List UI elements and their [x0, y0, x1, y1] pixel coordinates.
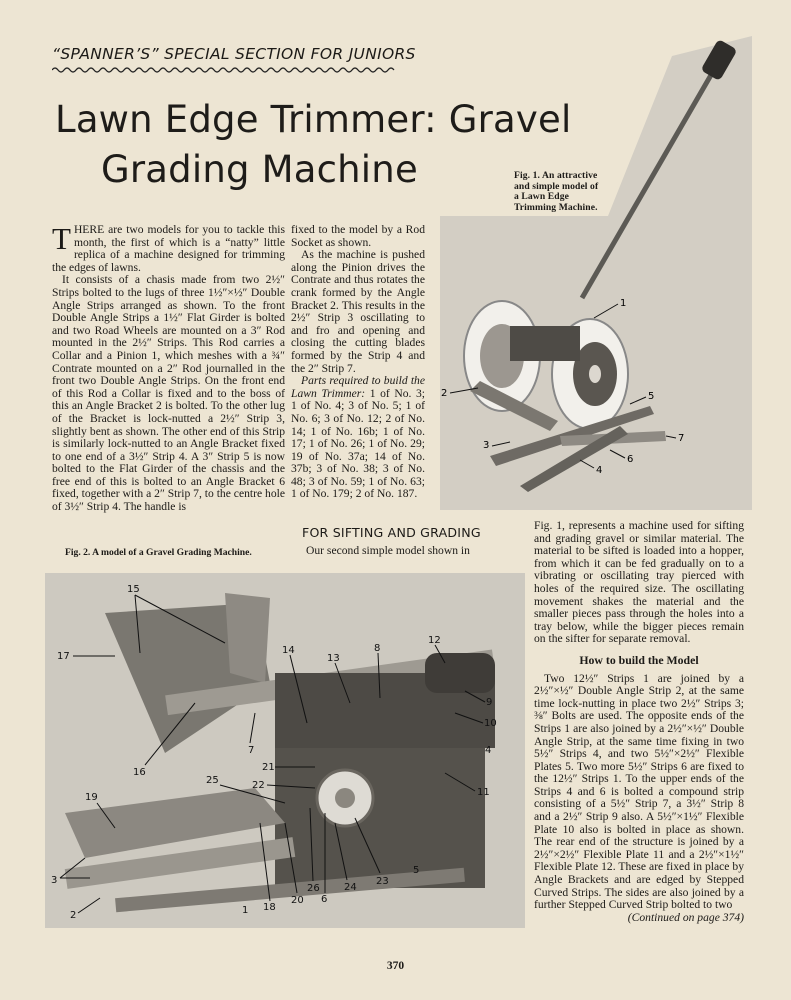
fig2-callout-24: 24: [344, 882, 357, 893]
fig2-callout-2: 2: [70, 910, 77, 921]
parts-list: 1 of No. 3; 1 of No. 4; 3 of No. 5; 1 of No. 6; 3 of No. 12; 2 of No. 14; 1 of No. 16b; 1 of No. 17; 1 of No. 26; 1 of No. 29; 19 of No. 37a; 14 of No. 37b; 3 of No. 38; 3 of No. 48; 3 of No. 59; 1 of No. 63; 1 of No. 179; 2 of No. 187.: [291, 386, 425, 501]
fig1-callout-3: 3: [483, 440, 490, 451]
fig2-callout-4: 4: [485, 745, 492, 756]
fig2-callout-19: 19: [85, 792, 98, 803]
fig1-callout-4: 4: [596, 465, 603, 476]
section-heading-sifting: FOR SIFTING AND GRADING: [302, 525, 481, 540]
fig2-callout-14: 14: [282, 645, 295, 656]
page-number: 370: [386, 960, 405, 972]
fig2-callout-10: 10: [484, 718, 497, 729]
continued-note: (Continued on page 374): [627, 910, 744, 924]
col3-para-1: Fig. 1, represents a machine used for sifting and grading gravel or similar material. The material to be sifted is loaded into a hopper, from which it can be fed gradually on to a vibrating or oscillating tray pierced with holes of the required size. The oscillating movement shakes the material and the smaller pieces pass through the holes into a tray below, while the bigger pieces remain on the sifter for separate removal.: [534, 519, 744, 646]
fig2-callout-15: 15: [127, 584, 140, 595]
fig2-callout-3: 3: [51, 875, 58, 886]
fig2-callout-22: 22: [252, 780, 265, 791]
build-heading: How to build the Model: [579, 652, 699, 667]
fig2-callout-16: 16: [133, 767, 146, 778]
col2-para-2: As the machine is pushed along the Pinion drives the Contrate and thus rotates the crank formed by the Angle Bracket 2. This results in the 2½″ Strip 3 oscillating to and fro and opening and closing the cutting blades formed by the Strip 4 and the 2″ Strip 7.: [291, 248, 425, 375]
column-1: [52, 221, 285, 514]
fig2-callout-17: 17: [57, 651, 70, 662]
fig1-callout-5: 5: [648, 391, 655, 402]
fig2-callout-23: 23: [376, 876, 389, 887]
fig2-callout-6: 6: [321, 894, 328, 905]
fig2-callout-11: 11: [477, 787, 490, 798]
sifting-lead: Our second simple model shown in: [306, 544, 470, 557]
col3-para-2: Two 12½″ Strips 1 are joined by a 2½″×½″ Double Angle Strip 2, at the same time lock-nutting in place two 2½″ Strips 3; ⅜″ Bolts are used. The opposite ends of the Strips 1 are also joined by a 2½″×½″ Double Angle Strip, at the same time fixing in two 5½″ Strips 4, and two 5½″×2½″ Flexible Plates 5. Two more 5½″ Strips 6 are fixed to the 12½″ Strips 1. To the upper ends of the Strips 4 and 6 is bolted a compound strip consisting of a 5½″ Strip 7, a 3½″ Strip 8 and a 2½″ Strip 9 also. A 5½″×1½″ Flexible Plate 10 also is bolted in place as shown. The rear end of the structure is joined by a 2½″×2½″ Flexible Plate 11 and a 2½″×1½″ Flexible Plate 12. These are fixed in place by Angle Brackets and are edged by Stepped Curved Strips. The sides are also joined by a further Stepped Curved Strip bolted to two: [534, 671, 744, 912]
fig2-callout-26: 26: [307, 883, 320, 894]
fig2-callout-13: 13: [327, 653, 340, 664]
fig2-callout-9: 9: [486, 697, 493, 708]
fig1-callout-2: 2: [441, 388, 448, 399]
fig2-caption: Fig. 2. A model of a Gravel Grading Machine.: [65, 547, 252, 558]
section-header: “SPANNER’S” SPECIAL SECTION FOR JUNIORS: [52, 45, 416, 63]
fig2-callout-8: 8: [374, 643, 381, 654]
fig2-callout-25: 25: [206, 775, 219, 786]
fig2-photo: [45, 573, 525, 928]
fig2-callout-18: 18: [263, 902, 276, 913]
column-3: [534, 520, 744, 924]
fig2-callout-12: 12: [428, 635, 441, 646]
fig1-callout-6: 6: [627, 454, 634, 465]
col1-para-2: It consists of a chasis made from two 2½″ Strips bolted to the lugs of three 1½″×½″ Double Angle Strips arranged as shown. To the front Double Angle Strips a 1½″ Flat Girder is bolted and two Road Wheels are mounted on a 3″ Rod mounted in the 2½″ Strips. This Rod carries a Collar and a Pinion 1, which meshes with a ¾″ Contrate mounted on a 2″ Rod journalled in the front two Double Angle Strips. On the front end of this Rod a Collar is fixed and to the boss of this an Angle Bracket 2 is bolted. To the other lug of the Bracket is lock-nutted a 2½″ Strip 3, slightly bent as shown. The other end of this Strip is similarly lock-nutted to an Angle Bracket fixed to one end of a 3½″ Strip 4. A 3″ Strip 5 is now bolted to the Flat Girder of the chassis and the free end of this is bolted to an Angle Bracket 6 fixed, together with a 2″ Strip 7, to the centre hole of 3½″ Strip 4. The handle is: [52, 273, 285, 514]
fig2-callout-5: 5: [413, 865, 420, 876]
column-2: [291, 224, 425, 501]
parts-intro: Parts required to build the Lawn Trimmer:: [291, 374, 425, 400]
fig1-photo: [440, 36, 752, 510]
fig1-callout-7: 7: [678, 433, 685, 444]
fig1-callout-1: 1: [620, 298, 627, 309]
fig2-callout-1: 1: [242, 905, 249, 916]
wavy-rule: [52, 66, 397, 74]
drop-cap: T: [52, 221, 71, 256]
fig2-callout-21: 21: [262, 762, 275, 773]
fig1-caption: Fig. 1. An attractive and simple model of a Lawn Edge Trimming Machine.: [514, 170, 599, 213]
col2-para-1: fixed to the model by a Rod Socket as shown.: [291, 223, 425, 249]
page-title-line2: Grading Machine: [101, 148, 418, 191]
fig2-callout-7: 7: [248, 745, 255, 756]
col1-para-1: HERE are two models for you to tackle this month, the first of which is a “natty” little replica of a machine designed for trimming the edges of lawns.: [52, 223, 285, 274]
fig2-callout-20: 20: [291, 895, 304, 906]
page-title: Lawn Edge Trimmer: Gravel: [55, 98, 572, 141]
